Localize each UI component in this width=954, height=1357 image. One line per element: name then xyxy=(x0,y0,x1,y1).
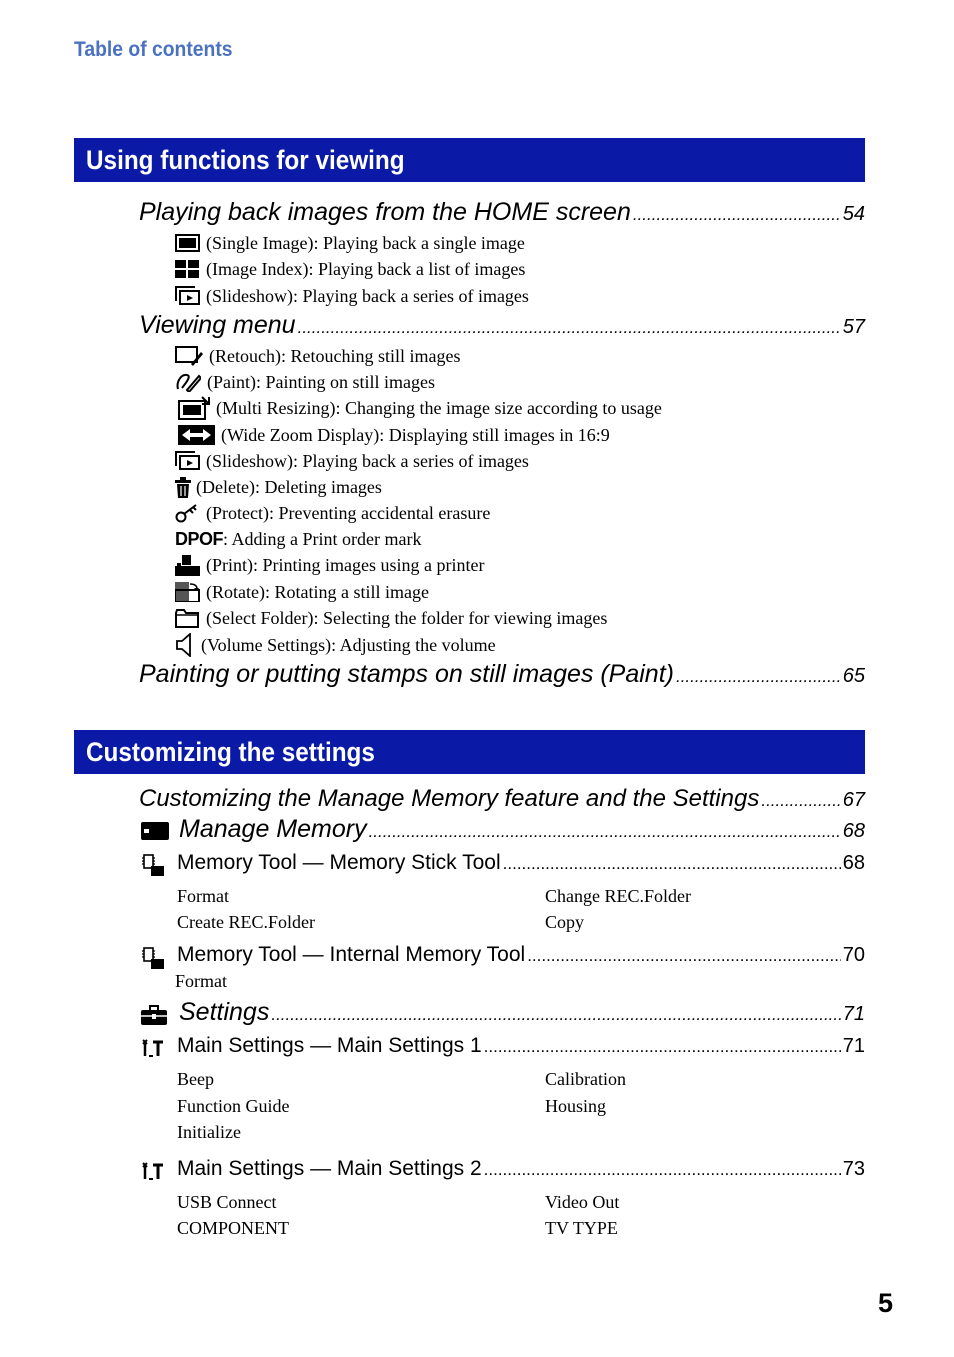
rotate-icon xyxy=(175,582,200,602)
print-icon xyxy=(175,555,200,576)
toc-entry-customizing[interactable] xyxy=(139,785,865,813)
list-item-wide-zoom[interactable]: (Wide Zoom Display): Displaying still images in 16:9 xyxy=(178,424,610,446)
image-index-icon xyxy=(175,260,200,279)
leader-dots xyxy=(676,667,841,687)
list-item[interactable]: Beep xyxy=(177,1069,214,1089)
toc-entry-main-settings-1[interactable] xyxy=(177,1034,865,1058)
leader-dots xyxy=(484,1160,841,1180)
list-item[interactable]: TV TYPE xyxy=(545,1218,618,1238)
paint-icon xyxy=(175,372,201,392)
entry-title: Playing back images from the HOME screen xyxy=(139,198,631,226)
entry-title: Painting or putting stamps on still images (Paint) xyxy=(139,660,674,688)
list-item[interactable]: Initialize xyxy=(177,1122,241,1142)
leader-dots xyxy=(271,1005,840,1025)
wrench-icon xyxy=(141,1160,165,1180)
slideshow-icon xyxy=(175,286,200,306)
list-item-retouch[interactable]: (Retouch): Retouching still images xyxy=(175,345,460,367)
folder-icon xyxy=(175,609,200,628)
list-item-rotate[interactable]: (Rotate): Rotating a still image xyxy=(175,581,429,603)
page-ref: 71 xyxy=(842,1003,865,1025)
entry-title: Manage Memory xyxy=(179,815,367,843)
toc-entry-home-screen[interactable] xyxy=(139,198,865,227)
entry-title: Memory Tool — Memory Stick Tool xyxy=(177,851,501,874)
leader-dots xyxy=(527,946,841,966)
leader-dots xyxy=(633,205,841,225)
leader-dots xyxy=(369,822,841,842)
toc-entry-viewing-menu[interactable] xyxy=(139,311,865,340)
list-item[interactable]: Copy xyxy=(545,912,585,932)
list-item-select-folder[interactable]: (Select Folder): Selecting the folder for viewing images xyxy=(175,607,607,629)
slideshow-icon xyxy=(175,451,200,471)
list-item[interactable]: Create REC.Folder xyxy=(177,912,315,932)
list-item-image-index[interactable]: (Image Index): Playing back a list of images xyxy=(175,258,525,280)
single-image-icon xyxy=(175,234,200,252)
table-of-contents-link[interactable]: Table of contents xyxy=(74,38,233,61)
list-item[interactable]: Housing xyxy=(545,1096,607,1116)
page-ref: 65 xyxy=(842,665,865,687)
toc-entry-memory-stick-tool[interactable] xyxy=(177,851,865,875)
toc-entry-main-settings-2[interactable] xyxy=(177,1157,865,1181)
page-ref: 57 xyxy=(842,316,865,338)
leader-dots xyxy=(761,791,840,811)
section-header-settings: Customizing the settings xyxy=(74,730,865,774)
list-item-volume[interactable]: (Volume Settings): Adjusting the volume xyxy=(175,633,496,657)
entry-title: Customizing the Manage Memory feature and the Settings xyxy=(139,785,760,812)
list-item[interactable]: Format xyxy=(177,886,229,906)
list-item-print[interactable]: (Print): Printing images using a printer xyxy=(175,554,484,576)
list-item[interactable]: Function Guide xyxy=(177,1096,290,1116)
entry-title: Viewing menu xyxy=(139,311,296,339)
key-icon xyxy=(175,503,200,523)
page-ref: 73 xyxy=(842,1158,865,1180)
list-item[interactable]: Calibration xyxy=(545,1069,626,1089)
multi-resizing-icon xyxy=(178,396,210,420)
memory-tool-icon xyxy=(141,853,165,877)
list-item[interactable]: Format xyxy=(175,971,227,991)
memory-tool-icon xyxy=(141,946,165,970)
page-ref: 71 xyxy=(842,1035,865,1057)
entry-title: Settings xyxy=(179,998,270,1026)
leader-dots xyxy=(298,318,841,338)
list-item-slideshow-2[interactable]: (Slideshow): Playing back a series of images xyxy=(175,450,529,472)
list-item-dpof[interactable]: DPOF : Adding a Print order mark xyxy=(175,529,422,549)
speaker-icon xyxy=(175,633,195,657)
page-number: 5 xyxy=(878,1288,894,1318)
page-ref: 70 xyxy=(842,944,865,966)
dpof-icon: DPOF xyxy=(175,529,224,549)
toc-entry-settings[interactable] xyxy=(179,998,865,1027)
retouch-icon xyxy=(175,346,203,366)
leader-dots xyxy=(503,854,841,874)
list-item-multi-resizing[interactable]: (Multi Resizing): Changing the image size according to usage xyxy=(178,396,662,420)
list-item[interactable]: USB Connect xyxy=(177,1192,277,1212)
list-item[interactable]: COMPONENT xyxy=(177,1218,290,1238)
list-item-single-image[interactable]: (Single Image): Playing back a single image xyxy=(175,232,525,254)
page-ref: 67 xyxy=(842,789,865,811)
trash-icon xyxy=(175,477,191,498)
page-ref: 68 xyxy=(842,852,865,874)
list-item-delete[interactable]: (Delete): Deleting images xyxy=(175,476,382,498)
entry-title: Main Settings — Main Settings 1 xyxy=(177,1034,482,1057)
toc-entry-internal-memory-tool[interactable] xyxy=(177,943,865,967)
list-item-protect[interactable]: (Protect): Preventing accidental erasure xyxy=(175,502,490,524)
page-ref: 68 xyxy=(842,820,865,842)
toolbox-icon xyxy=(141,1005,167,1025)
section-header-viewing: Using functions for viewing xyxy=(74,138,865,182)
list-item[interactable]: Change REC.Folder xyxy=(545,886,691,906)
wide-zoom-icon xyxy=(178,425,215,445)
entry-title: Memory Tool — Internal Memory Tool xyxy=(177,943,526,966)
toc-entry-manage-memory[interactable] xyxy=(179,815,865,844)
list-item[interactable]: Video Out xyxy=(545,1192,620,1212)
page-ref: 54 xyxy=(842,203,865,225)
leader-dots xyxy=(484,1037,841,1057)
toc-entry-paint[interactable] xyxy=(139,660,865,689)
manage-memory-icon xyxy=(141,822,169,840)
list-item-paint[interactable]: (Paint): Painting on still images xyxy=(175,371,435,393)
list-item-slideshow[interactable]: (Slideshow): Playing back a series of images xyxy=(175,285,529,307)
wrench-icon xyxy=(141,1037,165,1057)
entry-title: Main Settings — Main Settings 2 xyxy=(177,1157,482,1180)
